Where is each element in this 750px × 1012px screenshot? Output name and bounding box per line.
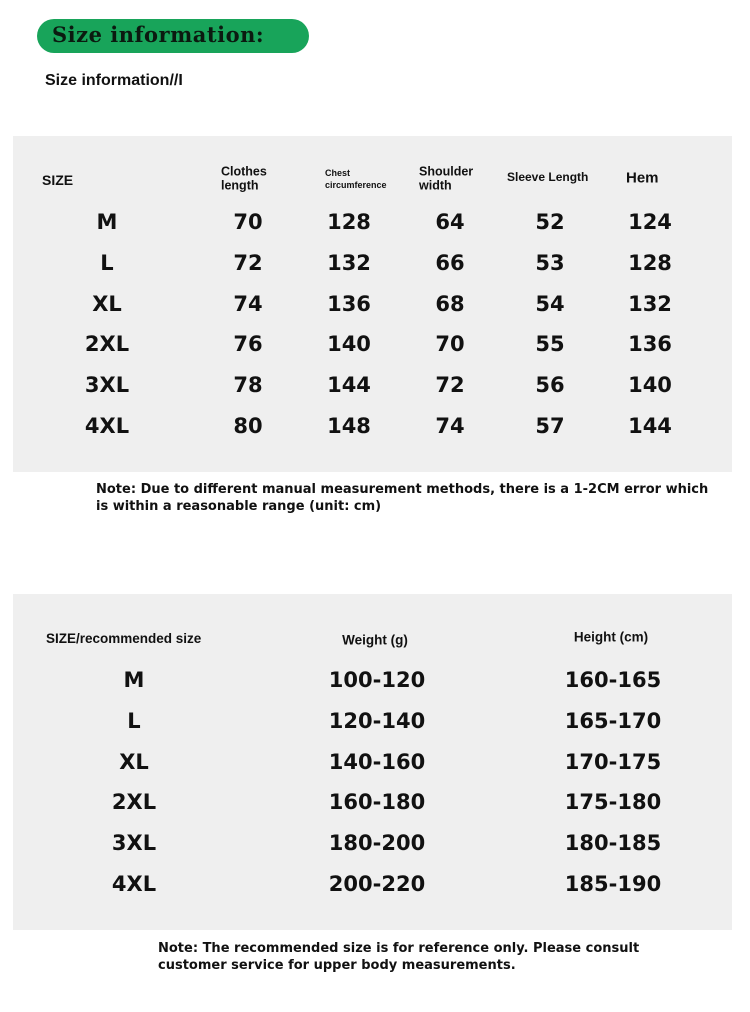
cell-hem: 136 <box>628 332 672 357</box>
cell-clothes-length: 70 <box>233 210 263 234</box>
cell-sleeve: 56 <box>535 373 565 398</box>
header-sleeve-length: Sleeve Length <box>507 170 589 185</box>
cell-shoulder: 66 <box>435 250 465 275</box>
header-shoulder-width: Shoulder width <box>419 164 474 193</box>
cell-clothes-length: 80 <box>233 414 263 438</box>
cell-height: 175-180 <box>564 790 662 815</box>
cell-sleeve: 53 <box>535 250 565 275</box>
cell-height: 170-175 <box>564 749 662 774</box>
header-chest-circumference: Chest circumference <box>325 167 387 190</box>
cell-sleeve: 52 <box>535 210 565 234</box>
header-height: Height (cm) <box>573 629 649 645</box>
header-recommended-size: SIZE/recommended size <box>46 631 202 647</box>
recommendation-note: Note: The recommended size is for reference only. Please consult customer service for upper body measurements. <box>158 941 640 973</box>
cell-height: 160-165 <box>564 668 662 692</box>
cell-weight: 160-180 <box>328 790 426 815</box>
cell-weight: 180-200 <box>328 831 426 856</box>
cell-shoulder: 72 <box>435 373 465 398</box>
cell-size: M <box>96 210 118 234</box>
cell-weight: 100-120 <box>328 668 426 692</box>
cell-hem: 144 <box>628 414 672 438</box>
cell-height: 165-170 <box>564 708 662 733</box>
cell-clothes-length: 74 <box>233 291 263 316</box>
recommendation-table <box>13 594 732 930</box>
cell-sleeve: 57 <box>535 414 565 438</box>
cell-weight: 140-160 <box>328 749 426 774</box>
cell-height: 180-185 <box>564 831 662 856</box>
measurement-table <box>13 136 732 472</box>
cell-shoulder: 64 <box>435 210 465 234</box>
cell-shoulder: 70 <box>435 332 465 357</box>
cell-chest: 140 <box>327 332 371 357</box>
header-weight: Weight (g) <box>342 632 408 648</box>
cell-size: 2XL <box>111 790 157 815</box>
cell-hem: 124 <box>628 210 672 234</box>
cell-chest: 144 <box>327 373 371 398</box>
header-clothes-length: Clothes length <box>221 164 267 193</box>
cell-weight: 200-220 <box>328 872 426 896</box>
cell-clothes-length: 72 <box>233 250 263 275</box>
cell-chest: 132 <box>327 250 371 275</box>
cell-size: L <box>100 250 114 275</box>
header-hem: Hem <box>626 169 659 187</box>
header-size: SIZE <box>42 171 74 188</box>
cell-size: 3XL <box>111 831 157 856</box>
cell-size: 3XL <box>84 373 130 398</box>
cell-hem: 132 <box>628 291 672 316</box>
cell-weight: 120-140 <box>328 708 426 733</box>
cell-hem: 140 <box>628 373 672 398</box>
cell-size: XL <box>92 291 122 316</box>
cell-size: M <box>123 668 145 692</box>
measurement-note: Note: Due to different manual measurement methods, there is a 1-2CM error which is within a reasonable range (unit: cm) <box>96 482 709 514</box>
cell-sleeve: 54 <box>535 291 565 316</box>
cell-chest: 128 <box>327 210 371 234</box>
cell-height: 185-190 <box>564 872 662 896</box>
page-title: Size information: <box>52 22 265 47</box>
cell-chest: 136 <box>327 291 371 316</box>
subtitle: Size information//I <box>45 72 183 89</box>
cell-size: 4XL <box>84 414 130 438</box>
cell-size: 2XL <box>84 332 130 357</box>
cell-shoulder: 74 <box>435 414 465 438</box>
cell-clothes-length: 78 <box>233 373 263 398</box>
cell-size: L <box>127 708 141 733</box>
cell-size: 4XL <box>111 872 157 896</box>
cell-clothes-length: 76 <box>233 332 263 357</box>
cell-sleeve: 55 <box>535 332 565 357</box>
cell-shoulder: 68 <box>435 291 465 316</box>
cell-size: XL <box>119 749 149 774</box>
cell-chest: 148 <box>327 414 371 438</box>
cell-hem: 128 <box>628 250 672 275</box>
title-pill <box>37 19 309 53</box>
